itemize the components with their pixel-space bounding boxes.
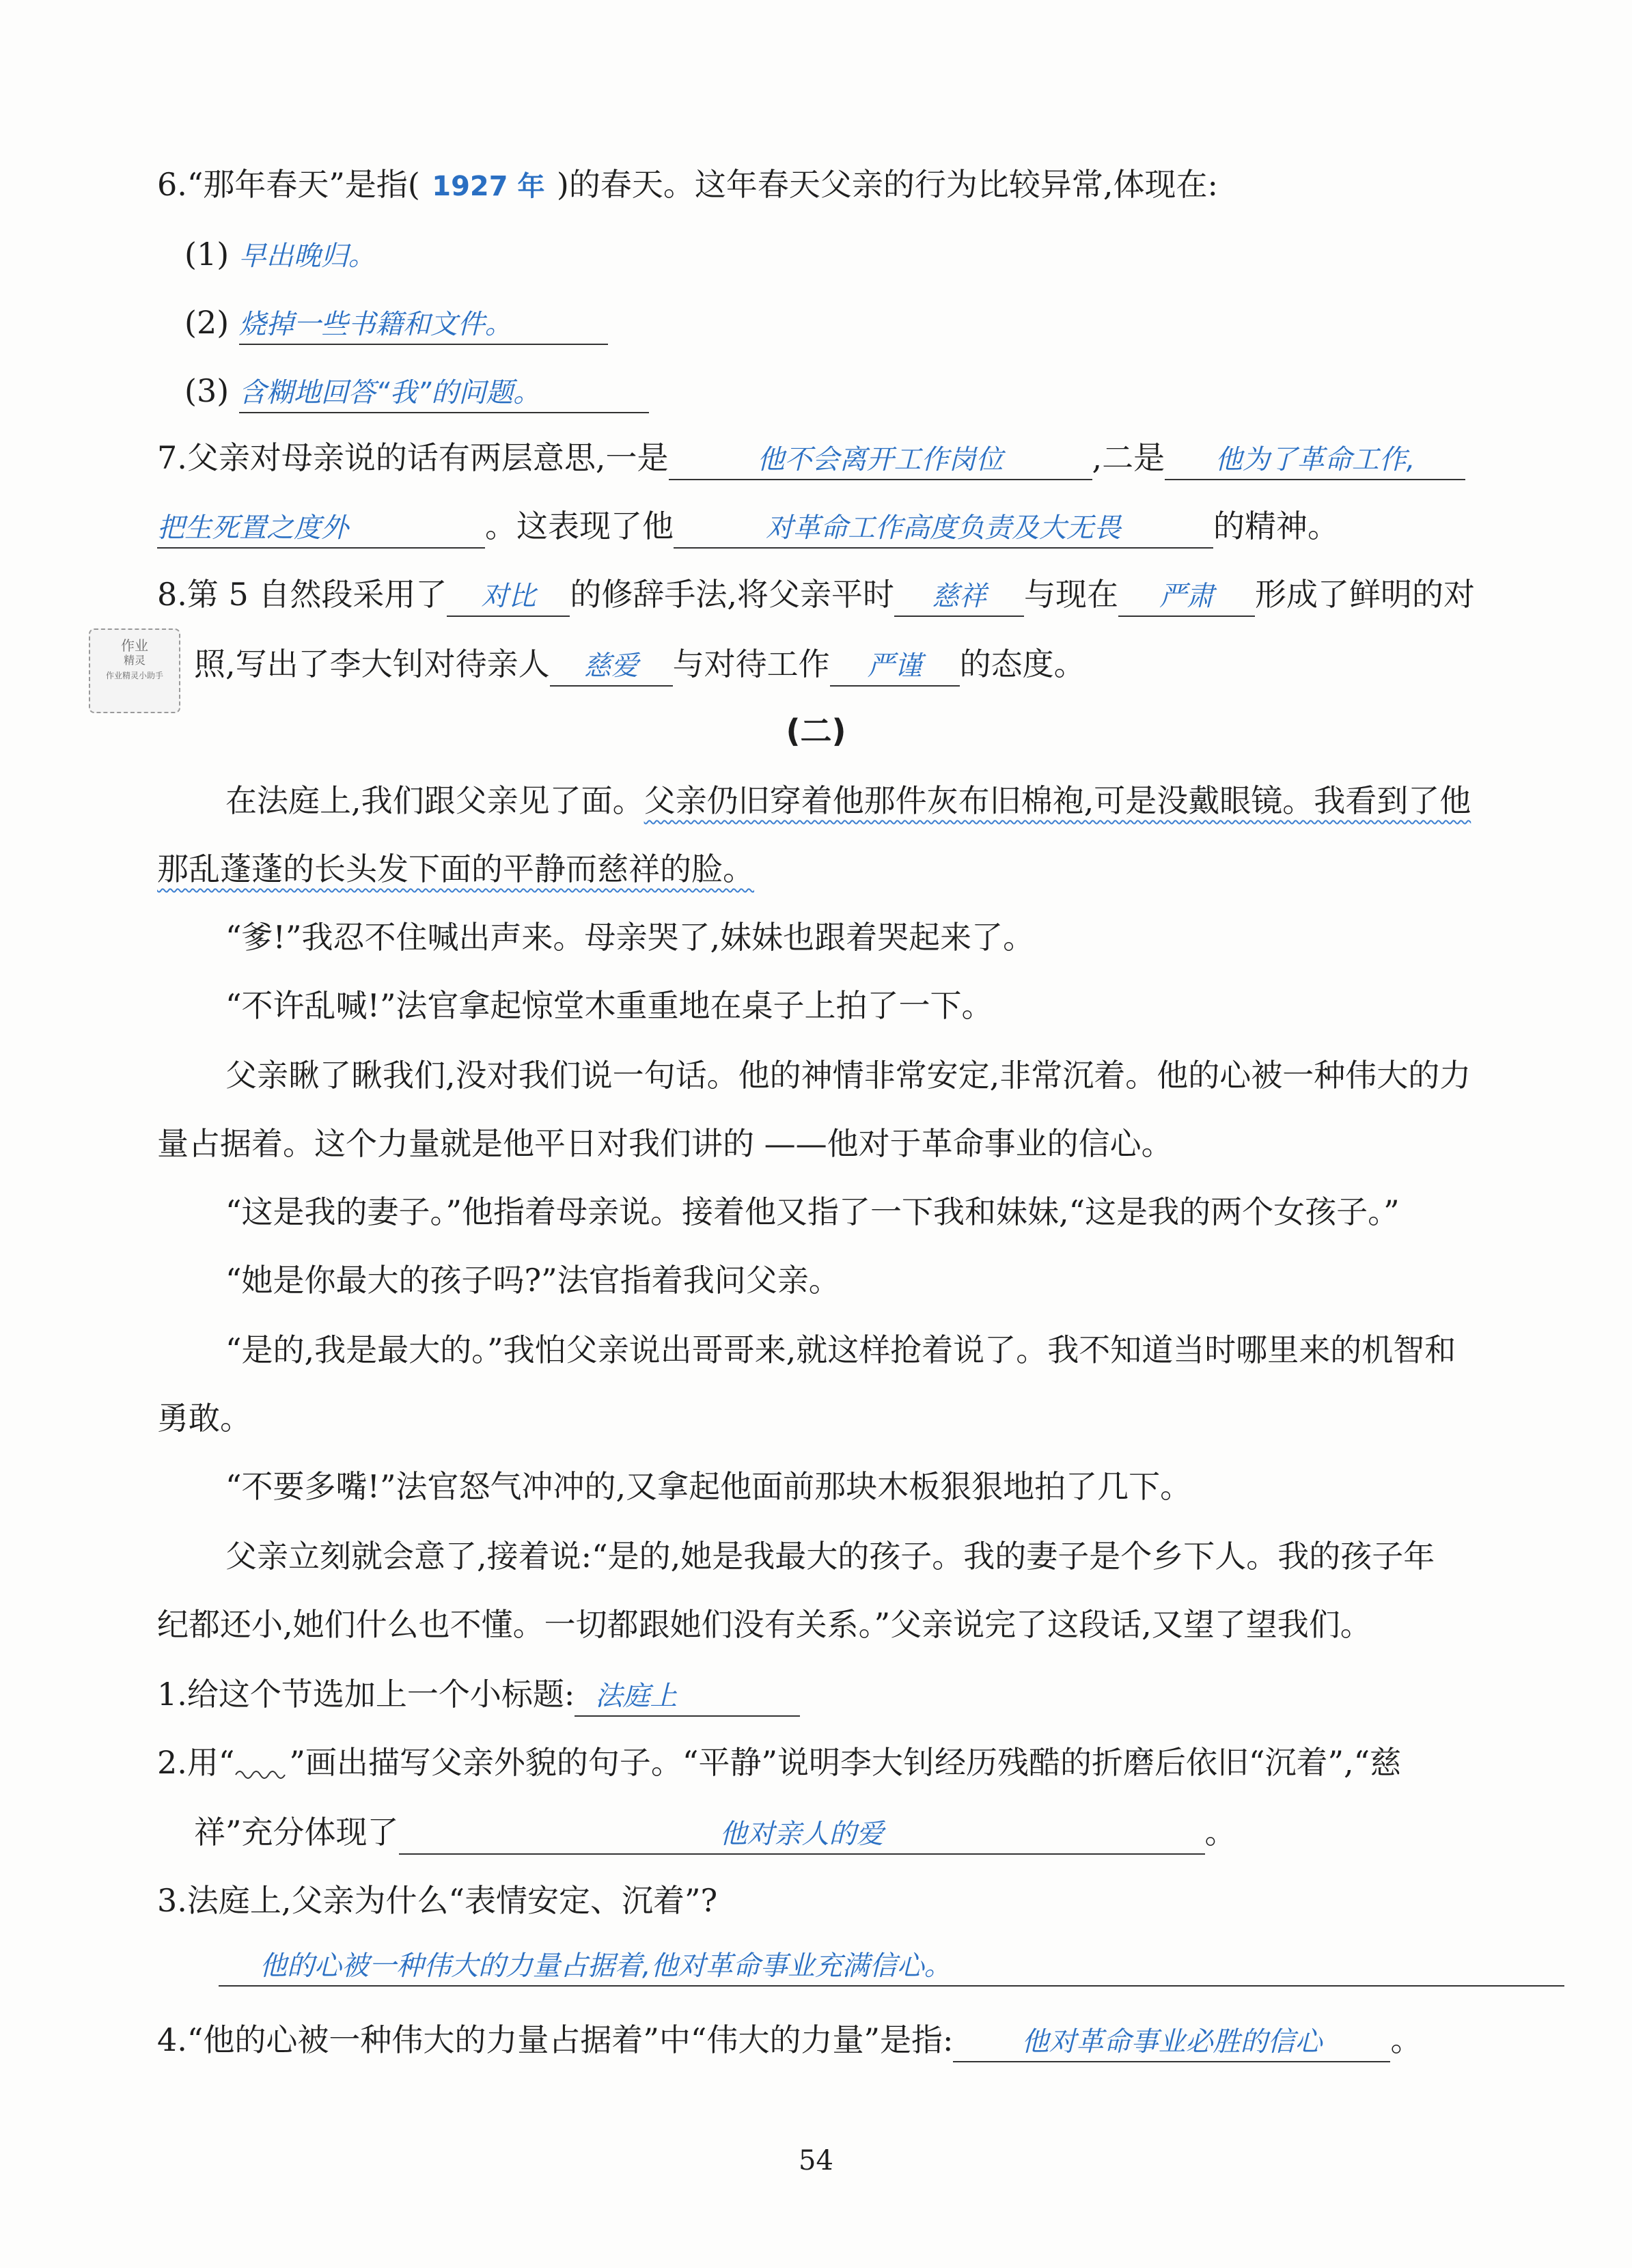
q2-2-prefix: 2.用“ [157,1744,235,1781]
question-8-line2 [194,644,1588,687]
question-2-1 [157,1674,1551,1717]
passage-p1-cont [157,848,1551,889]
q2-2-line2: 祥”充分体现了 [194,1814,399,1851]
stamp-line: 作业精灵小助手 [105,671,163,680]
question-2-3: 3.法庭上,父亲为什么“表情安定、沉着”? [157,1882,718,1919]
watermark-stamp [89,628,180,713]
passage-p4-cont: 量占据着。这个力量就是他平日对我们讲的 ——他对于革命事业的信心。 [157,1125,1173,1162]
q6-item-num: (1) [184,236,230,273]
q8-line2-prefix: 照,写出了李大钊对待亲人 [194,646,550,682]
q2-2-answer: 他对亲人的爱 [399,1815,1205,1855]
q7-answer-2a: 他为了革命工作, [1165,441,1465,480]
q2-1-prefix: 1.给这个节选加上一个小标题: [157,1676,575,1713]
q8-answer-4: 慈爱 [550,647,673,687]
q2-1-answer: 法庭上 [575,1677,800,1717]
q2-4-suffix: 。 [1390,2021,1422,2058]
q6-item-num: (3) [184,372,230,409]
q8-answer-2: 慈祥 [894,577,1024,617]
passage-p5: “这是我的妻子。”他指着母亲说。接着他又指了一下我和妹妹,“这是我的两个女孩子。” [225,1193,1400,1230]
q8-answer-3: 严肃 [1118,577,1255,617]
q7-answer-3: 对革命工作高度负责及大无畏 [674,509,1213,549]
page-number: 54 [799,2145,833,2176]
q6-item-answer: 烧掉一些书籍和文件。 [239,305,608,345]
q6-item-num: (2) [184,304,230,341]
passage-p9-cont: 纪都还小,她们什么也不懂。一切都跟她们没有关系。”父亲说完了这段话,又望了望我们。 [157,1606,1372,1643]
q2-3-answer: 他的心被一种伟大的力量占据着,他对革命事业充满信心。 [219,1947,1564,1987]
passage-p7-cont: 勇敢。 [157,1400,251,1437]
q6-item-answer: 含糊地回答“我”的问题。 [239,374,649,413]
stamp-line: 精灵 [123,654,146,667]
question-2-4 [157,2019,1551,2062]
question-6 [157,164,1551,206]
question-7-line2 [157,506,1551,549]
q7-prefix: 7.父亲对母亲说的话有两层意思,一是 [157,439,669,476]
q8-mid-4: 与对待工作 [672,646,830,682]
passage-p8: “不要多嘴!”法官怒气冲冲的,又拿起他面前那块木板狠狠地拍了几下。 [225,1468,1192,1505]
question-8 [157,574,1551,617]
q7-suffix: 的精神。 [1213,508,1339,544]
q7-answer-1: 他不会离开工作岗位 [669,441,1092,480]
question-7 [157,437,1551,480]
q2-2-text: ”画出描写父亲外貌的句子。“平静”说明李大钊经历残酷的折磨后依旧“沉着”,“慈 [289,1744,1402,1781]
wavy-line-sample [234,1765,289,1779]
q8-answer-1: 对比 [447,577,570,617]
wavy-underlined-sentence: 父亲仍旧穿着他那件灰布旧棉袍,可是没戴眼镜。我看到了他 [644,782,1471,819]
q6-item-3 [184,370,1578,413]
q2-2-suffix: 。 [1204,1814,1236,1851]
passage-text: 在法庭上,我们跟父亲见了面。 [225,782,644,819]
q8-mid-2: 与现在 [1024,576,1119,613]
q7-mid: ,二是 [1092,439,1165,476]
q7-mid2: 。这表现了他 [485,508,674,544]
passage-p6: “她是你最大的孩子吗?”法官指着我问父亲。 [225,1262,840,1299]
passage-p4: 父亲瞅了瞅我们,没对我们说一句话。他的神情非常安定,非常沉着。他的心被一种伟大的力 [225,1057,1471,1094]
q6-item-answer: 早出晚归。 [238,240,376,272]
q7-answer-2b: 把生死置之度外 [157,509,485,549]
section-title: (二) [786,713,846,749]
q6-item-1 [184,234,1578,275]
q6-prefix: 6.“那年春天”是指( [157,166,420,203]
q8-mid-1: 的修辞手法,将父亲平时 [570,576,895,613]
q6-answer: 1927 年 [432,171,545,202]
q6-item-2 [184,302,1578,345]
q8-prefix: 8.第 5 自然段采用了 [157,576,447,613]
q2-4-prefix: 4.“他的心被一种伟大的力量占据着”中“伟大的力量”是指: [157,2021,954,2058]
passage-p9: 父亲立刻就会意了,接着说:“是的,她是我最大的孩子。我的妻子是个乡下人。我的孩子年 [225,1538,1435,1575]
passage-p7: “是的,我是最大的。”我怕父亲说出哥哥来,就这样抢着说了。我不知道当时哪里来的机智和 [225,1331,1456,1368]
q8-suffix: 的态度。 [959,646,1085,682]
question-2-2 [157,1742,1551,1783]
passage-p3: “不许乱喊!”法官拿起惊堂木重重地在桌子上拍了一下。 [225,987,993,1024]
passage-p1 [225,780,1619,821]
q8-mid-3: 形成了鲜明的对 [1255,576,1476,613]
wavy-underlined-sentence: 那乱蓬蓬的长头发下面的平静而慈祥的脸。 [157,850,754,887]
q8-answer-5: 严谨 [830,647,960,687]
q2-4-answer: 他对革命事业必胜的信心 [953,2023,1390,2062]
passage-p2: “爹!”我忍不住喊出声来。母亲哭了,妹妹也跟着哭起来了。 [225,919,1035,956]
q6-suffix: )的春天。这年春天父亲的行为比较异常,体现在: [556,166,1218,203]
question-2-2-line2 [194,1812,1588,1855]
stamp-line: 作业 [121,637,148,654]
